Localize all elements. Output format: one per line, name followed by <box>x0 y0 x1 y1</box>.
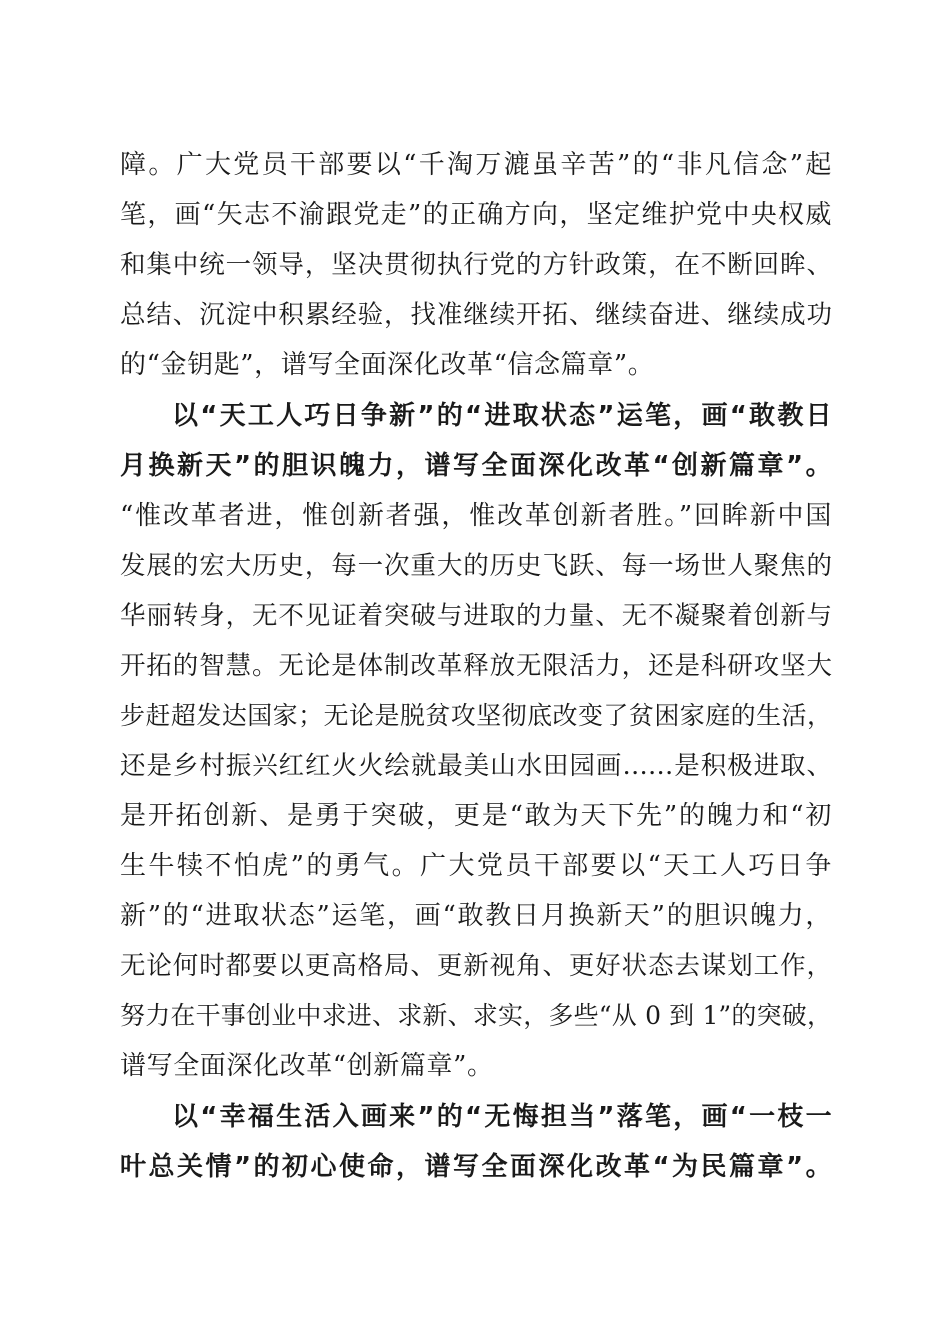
paragraph-1-line-3: 和集中统一领导，坚决贯彻执行党的方针政策，在不断回眸、 <box>120 250 832 280</box>
paragraph-2-line-3: 华丽转身，无不见证着突破与进取的力量、无不凝聚着创新与 <box>120 601 832 631</box>
paragraph-2-line-11: 努力在干事创业中求进、求新、求实，多些“从 0 到 1”的突破， <box>120 1001 832 1030</box>
paragraph-2-line-7: 是开拓创新、是勇于突破，更是“敢为天下先”的魄力和“初 <box>120 801 832 831</box>
paragraph-2-line-12: 谱写全面深化改革“创新篇章”。 <box>120 1051 494 1081</box>
section-heading-innovation-line-2: 月换新天”的胆识魄力，谱写全面深化改革“创新篇章”。 <box>120 451 832 481</box>
section-heading-people-line-2: 叶总关情”的初心使命，谱写全面深化改革“为民篇章”。 <box>120 1152 832 1182</box>
paragraph-2-line-10: 无论何时都要以更高格局、更新视角、更好状态去谋划工作， <box>120 951 832 981</box>
paragraph-2-line-8: 生牛犊不怕虎”的勇气。广大党员干部要以“天工人巧日争 <box>120 851 832 881</box>
paragraph-1-line-1: 障。广大党员干部要以“千淘万漉虽辛苦”的“非凡信念”起 <box>120 150 832 180</box>
section-heading-people-line-1: 以“幸福生活入画来”的“无悔担当”落笔，画“一枝一 <box>172 1102 832 1132</box>
paragraph-2-line-9: 新”的“进取状态”运笔，画“敢教日月换新天”的胆识魄力， <box>120 901 832 931</box>
paragraph-2-line-2: 发展的宏大历史，每一次重大的历史飞跃、每一场世人聚焦的 <box>120 551 832 581</box>
paragraph-2-line-1: “惟改革者进，惟创新者强，惟改革创新者胜。”回眸新中国 <box>120 501 832 531</box>
paragraph-1-line-4: 总结、沉淀中积累经验，找准继续开拓、继续奋进、继续成功 <box>120 300 832 330</box>
paragraph-2-line-5: 步赶超发达国家；无论是脱贫攻坚彻底改变了贫困家庭的生活， <box>120 701 832 730</box>
paragraph-1-line-5: 的“金钥匙”，谱写全面深化改革“信念篇章”。 <box>120 350 655 380</box>
paragraph-2-line-6: 还是乡村振兴红红火火绘就最美山水田园画……是积极进取、 <box>120 751 832 781</box>
section-heading-innovation-line-1: 以“天工人巧日争新”的“进取状态”运笔，画“敢教日 <box>172 401 832 431</box>
paragraph-1-line-2: 笔，画“矢志不渝跟党走”的正确方向，坚定维护党中央权威 <box>120 200 832 230</box>
paragraph-2-line-4: 开拓的智慧。无论是体制改革释放无限活力，还是科研攻坚大 <box>120 651 832 681</box>
